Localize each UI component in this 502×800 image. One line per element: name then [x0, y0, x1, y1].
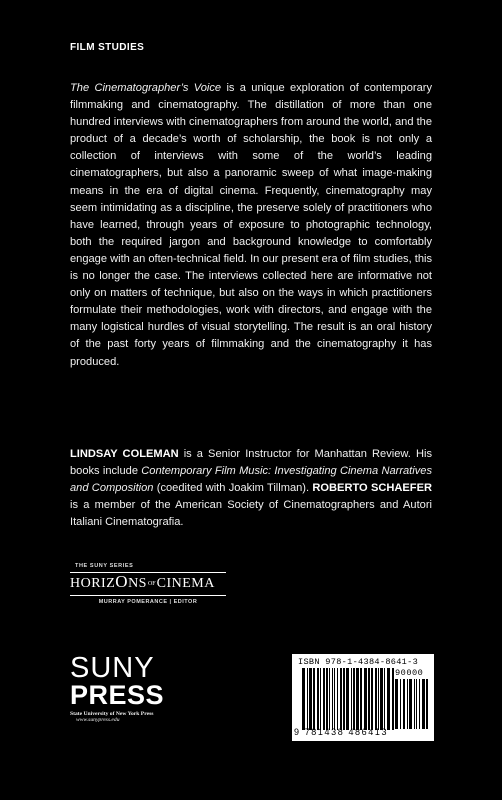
- author-bio-text: is a Senior Instructor for Manhattan Review. His books include: [70, 448, 432, 478]
- barcode-bar: [380, 668, 383, 730]
- barcode-bar: [368, 668, 370, 730]
- barcode-bar: [307, 668, 308, 730]
- barcode-bar: [378, 668, 379, 730]
- barcode-bar: [334, 668, 335, 730]
- barcode-bar: [387, 668, 390, 730]
- barcode-bar: [340, 668, 342, 730]
- category-label: FILM STUDIES: [70, 42, 145, 53]
- publisher-name-press: PRESS: [70, 680, 165, 710]
- series-name-part: NS: [128, 576, 147, 591]
- barcode-bar: [337, 668, 338, 730]
- barcode-bar: [343, 668, 345, 730]
- barcode-bar: [346, 668, 349, 730]
- description-paragraph: [70, 80, 432, 371]
- barcode-bar: [384, 668, 385, 730]
- author-bio-text-2: is a member of the American Society of Cinematographers and Autori Italiani Cinematografia.: [70, 499, 432, 529]
- barcode-bar: [409, 679, 412, 729]
- barcode-bar: [375, 668, 377, 730]
- barcode-bars: [302, 668, 394, 730]
- series-logo: [70, 563, 226, 605]
- barcode-bar: [309, 668, 312, 730]
- barcode-bar: [302, 668, 305, 730]
- barcode-bar: [416, 679, 417, 729]
- barcode-bar: [419, 679, 420, 729]
- barcode-bar: [360, 668, 362, 730]
- addon-barcode-bars: [395, 679, 429, 729]
- barcode-bar: [371, 668, 373, 730]
- barcode-bar: [329, 668, 330, 730]
- series-editor: MURRAY POMERANCE | EDITOR: [98, 599, 198, 605]
- barcode-digits: 9 781438 486413: [294, 727, 389, 737]
- barcode-bar: [313, 668, 315, 730]
- barcode-bar: [395, 679, 398, 729]
- barcode-bar: [403, 679, 405, 729]
- barcode-bar: [317, 668, 319, 730]
- price-addon: 90000: [395, 668, 424, 678]
- barcode-bar: [326, 668, 328, 730]
- publisher-logo: [70, 654, 200, 723]
- series-name-part: HORIZ: [70, 576, 116, 591]
- description-text: is a unique exploration of contemporary filmmaking and cinematography. The distillation of more than one hundred interviews with cinematographers from around the world, and the product of a decade’s worth of scholarship, the book is not only a collection of interviews with some of the world’s leading cinematographers, but also a panoramic sweep of what image-making means in the era of digital cinema. Frequently, cinematography may seem intimidating as a discipline, the preserve solely of practitioners who have learned, through years of exposure to photographic technology, both the required jargon and background knowledge to comfortably engage with an often-technical field. In our present era of film studies, this is no longer the case. The interviews collected here are informative not only on matters of technique, but also on the ways in which practitioners formulate their methodologies, work with directors, and engage with the many logistical hurdles of visual storytelling. The result is an oral history of the past forty years of filmmaking and the cinematography it has produced.: [70, 82, 433, 368]
- series-name: [70, 572, 226, 596]
- isbn-number: ISBN 978-1-4384-8641-3: [298, 657, 419, 667]
- publisher-name-suny: SUNY: [70, 652, 155, 684]
- series-label: THE SUNY SERIES: [75, 563, 134, 569]
- barcode-bar: [351, 668, 352, 730]
- barcode-bar: [426, 679, 428, 729]
- book-title: The Cinematographer’s Voice: [70, 82, 222, 94]
- barcode-bar: [414, 679, 415, 729]
- publisher-website: www.sunypress.edu: [76, 717, 120, 723]
- barcode-bar: [407, 679, 408, 729]
- barcode-bar: [332, 668, 333, 730]
- barcode-bar: [364, 668, 367, 730]
- author-name-coleman: LINDSAY COLEMAN: [70, 448, 179, 460]
- isbn-barcode: [292, 654, 434, 741]
- author-bio: [70, 446, 432, 531]
- series-name-part: O: [115, 572, 129, 591]
- publisher-university: State University of New York Press: [70, 711, 154, 717]
- barcode-bar: [353, 668, 355, 730]
- series-name-part: CINEMA: [156, 576, 215, 591]
- author-name-schaefer: ROBERTO SCHAEFER: [312, 482, 432, 495]
- barcode-bar: [356, 668, 359, 730]
- previous-book-title: Contemporary Film Music: Investigating Cinema Narratives and Composition: [70, 465, 432, 495]
- book-note: (coedited with Joakim Tillman).: [153, 482, 313, 495]
- barcode-bar: [400, 679, 401, 729]
- barcode-bar: [323, 668, 325, 730]
- barcode-bar: [392, 668, 394, 730]
- barcode-bar: [320, 668, 321, 730]
- series-name-part: OF: [147, 581, 156, 587]
- barcode-bar: [422, 679, 425, 729]
